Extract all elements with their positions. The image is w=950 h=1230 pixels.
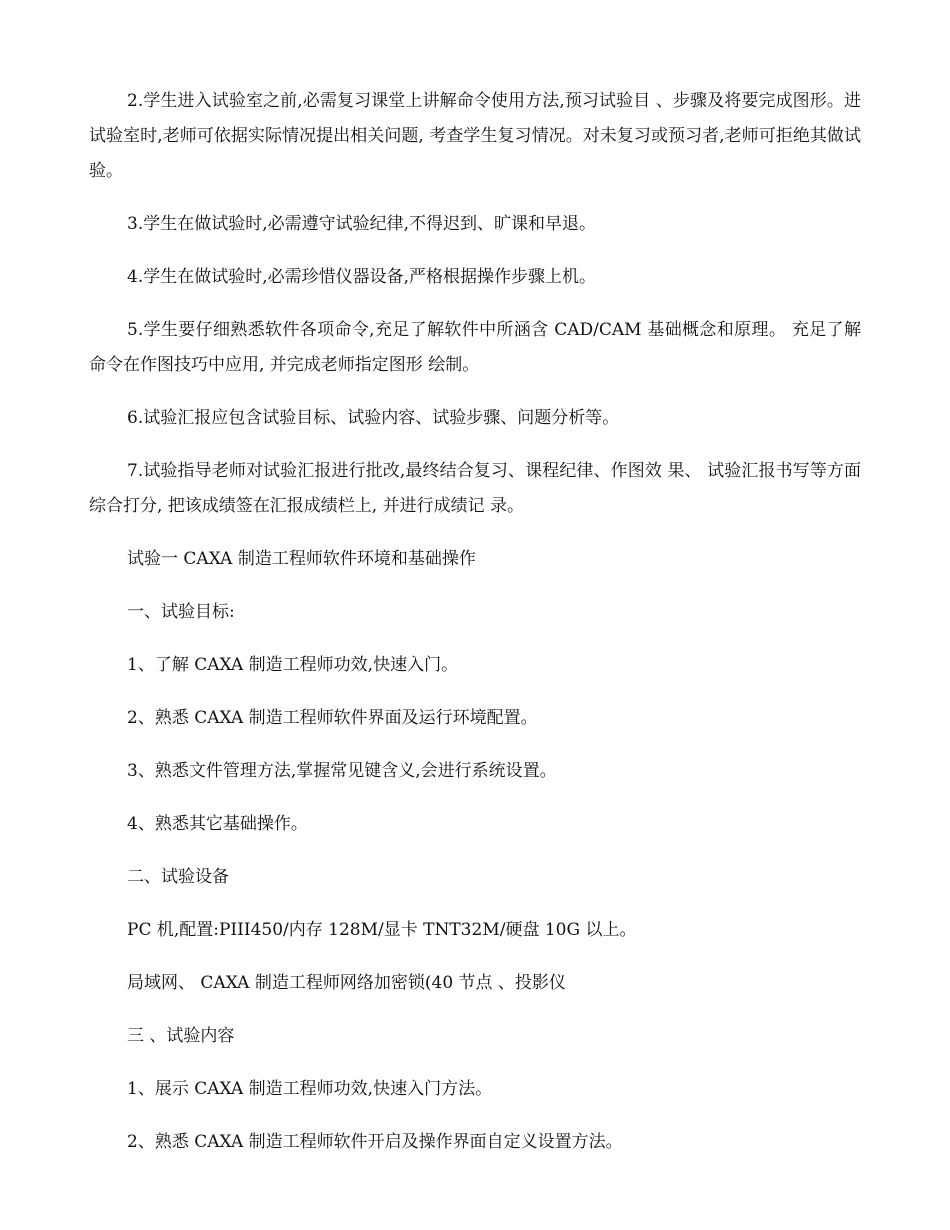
paragraph-rule-3: 3.学生在做试验时,必需遵守试验纪律,不得迟到、旷课和早退。 <box>127 214 597 234</box>
paragraph-rule-6: 6.试验汇报应包含试验目标、试验内容、试验步骤、问题分析等。 <box>127 408 620 428</box>
content-item-2: 2、熟悉 CAXA 制造工程师软件开启及操作界面自定义设置方法。 <box>127 1132 623 1152</box>
paragraph-rule-5: 5.学生要仔细熟悉软件各项命令,充足了解软件中所涵含 CAD/CAM 基础概念和原理。 充足了解命令在作图技巧中应用, 并完成老师指定图形 绘制。 <box>89 320 861 375</box>
objective-item-2: 2、熟悉 CAXA 制造工程师软件界面及运行环境配置。 <box>127 708 538 728</box>
section-heading-equipment: 二、试验设备 <box>127 867 229 887</box>
paragraph-rule-4: 4.学生在做试验时,必需珍惜仪器设备,严格根据操作步骤上机。 <box>127 267 597 287</box>
content-item-1: 1、展示 CAXA 制造工程师功效,快速入门方法。 <box>127 1079 493 1099</box>
equipment-item-pc: PC 机,配置:PIII450/内存 128M/显卡 TNT32M/硬盘 10G 以上。 <box>127 920 637 940</box>
paragraph-rule-7: 7.试验指导老师对试验汇报进行批改,最终结合复习、课程纪律、作图效 果、 试验汇报书写等方面综合打分, 把该成绩签在汇报成绩栏上, 并进行成绩记 录。 <box>89 461 861 516</box>
paragraph-rule-2: 2.学生进入试验室之前,必需复习课堂上讲解命令使用方法,预习试验目 、步骤及将要完成图形。进试验室时,老师可依据实际情况提出相关问题, 考查学生复习情况。对未复习或预习者,老师可拒绝其做试验。 <box>89 91 861 181</box>
objective-item-3: 3、熟悉文件管理方法,掌握常见键含义,会进行系统设置。 <box>127 761 557 781</box>
document-body <box>89 84 861 1178</box>
section-heading-objectives: 一、试验目标: <box>127 602 235 622</box>
experiment-title: 试验一 CAXA 制造工程师软件环境和基础操作 <box>127 549 476 569</box>
objective-item-1: 1、了解 CAXA 制造工程师功效,快速入门。 <box>127 655 459 675</box>
equipment-item-network: 局域网、 CAXA 制造工程师网络加密锁(40 节点 、投影仪 <box>127 973 566 993</box>
section-heading-content: 三 、试验内容 <box>127 1026 235 1046</box>
objective-item-4: 4、熟悉其它基础操作。 <box>127 814 308 834</box>
